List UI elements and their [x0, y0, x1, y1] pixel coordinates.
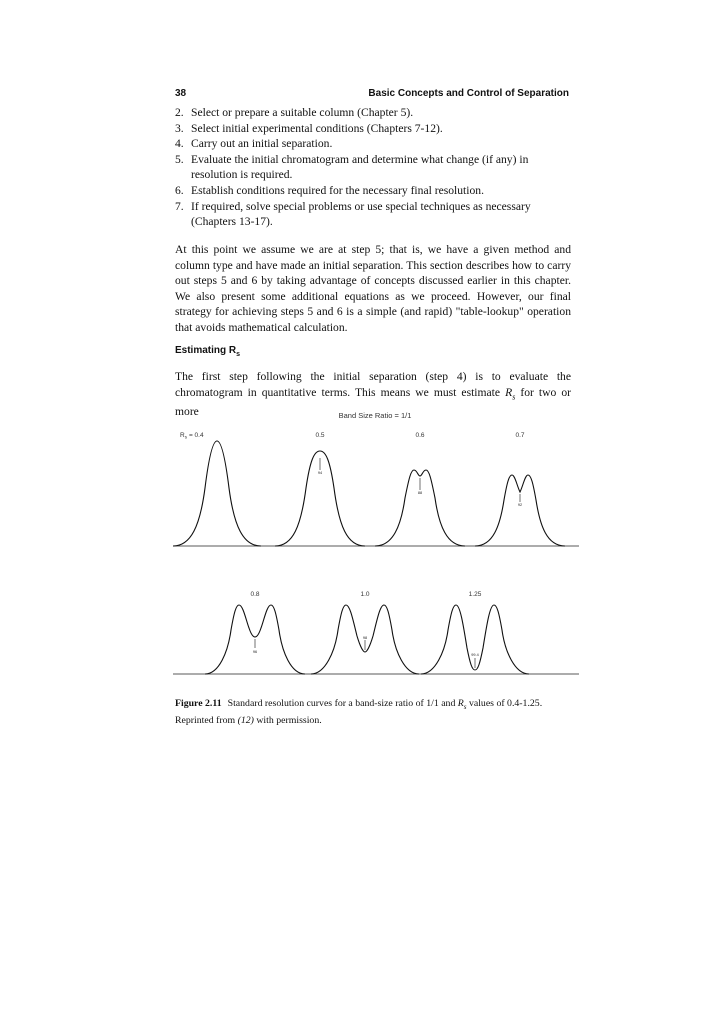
rs-label-0.7: 0.7 — [515, 432, 525, 439]
valley-label: 96 — [252, 650, 258, 654]
list-item: 5. Evaluate the initial chromatogram and determine what change (if any) in resolution is required. — [175, 152, 529, 182]
section-heading: Estimating $R_s$ — [175, 345, 241, 358]
list-item: 6. Establish conditions required for the necessary final resolution. — [175, 183, 484, 197]
valley-label: 98 — [362, 636, 368, 640]
figure-2-11 — [165, 408, 585, 690]
rs-label-0.5: 0.5 — [315, 432, 325, 439]
figure-title: Band Size Ratio = 1/1 — [338, 411, 412, 420]
rs-label-1.0: 1.0 — [360, 591, 370, 598]
valley-label: 99.4 — [471, 653, 479, 657]
list-item: 3. Select initial experimental conditions (Chapters 7-12). — [175, 121, 443, 135]
body-paragraph: At this point we assume we are at step 5; that is, we have a given method and column type and have made an initial separation. This section describes how to carry out steps 5 and 6 by taking advantage of concepts discussed earlier in this chapter. We also present some additional equations as we proceed. However, our final strategy for achieving steps 5 and 6 is a simple (and rapid) "table-lookup" operation that avoids mathematical calculation. — [175, 243, 571, 334]
valley-label: 92 — [517, 503, 523, 507]
step-list — [175, 105, 569, 230]
valley-markers — [252, 458, 523, 668]
rs-label-0.4: $R_s = 0.4$ — [180, 432, 204, 440]
curve-rs-0.4 — [173, 441, 261, 546]
list-item: 7. If required, solve special problems or use special techniques as necessary (Chapters 13-17). — [175, 199, 531, 229]
list-item: 2. Select or prepare a suitable column (Chapter 5). — [175, 106, 414, 119]
resolution-curves — [165, 408, 585, 690]
rs-label-1.25: 1.25 — [468, 591, 482, 598]
list-item: 4. Carry out an initial separation. — [175, 137, 333, 151]
valley-label: 88 — [417, 491, 423, 495]
body-paragraph-2: The first step following the initial separation (step 4) is to evaluate the chromatogram in quantitative terms. This means we must estimate $R_s$ for two or more — [175, 370, 572, 419]
rs-label-0.8: 0.8 — [250, 591, 260, 598]
rs-label-0.6: 0.6 — [415, 432, 425, 439]
valley-label: 94 — [317, 471, 323, 475]
figure-caption: Figure 2.11 Standard resolution curves for a band-size ratio of 1/1 and $R_s$ values of 0.4-1.25. Reprinted from (12) with permission. — [175, 698, 543, 726]
page-header — [175, 88, 569, 102]
page-number: 38 — [175, 88, 187, 99]
curve-rs-0.7 — [475, 475, 565, 546]
running-title: Basic Concepts and Control of Separation — [368, 88, 569, 99]
